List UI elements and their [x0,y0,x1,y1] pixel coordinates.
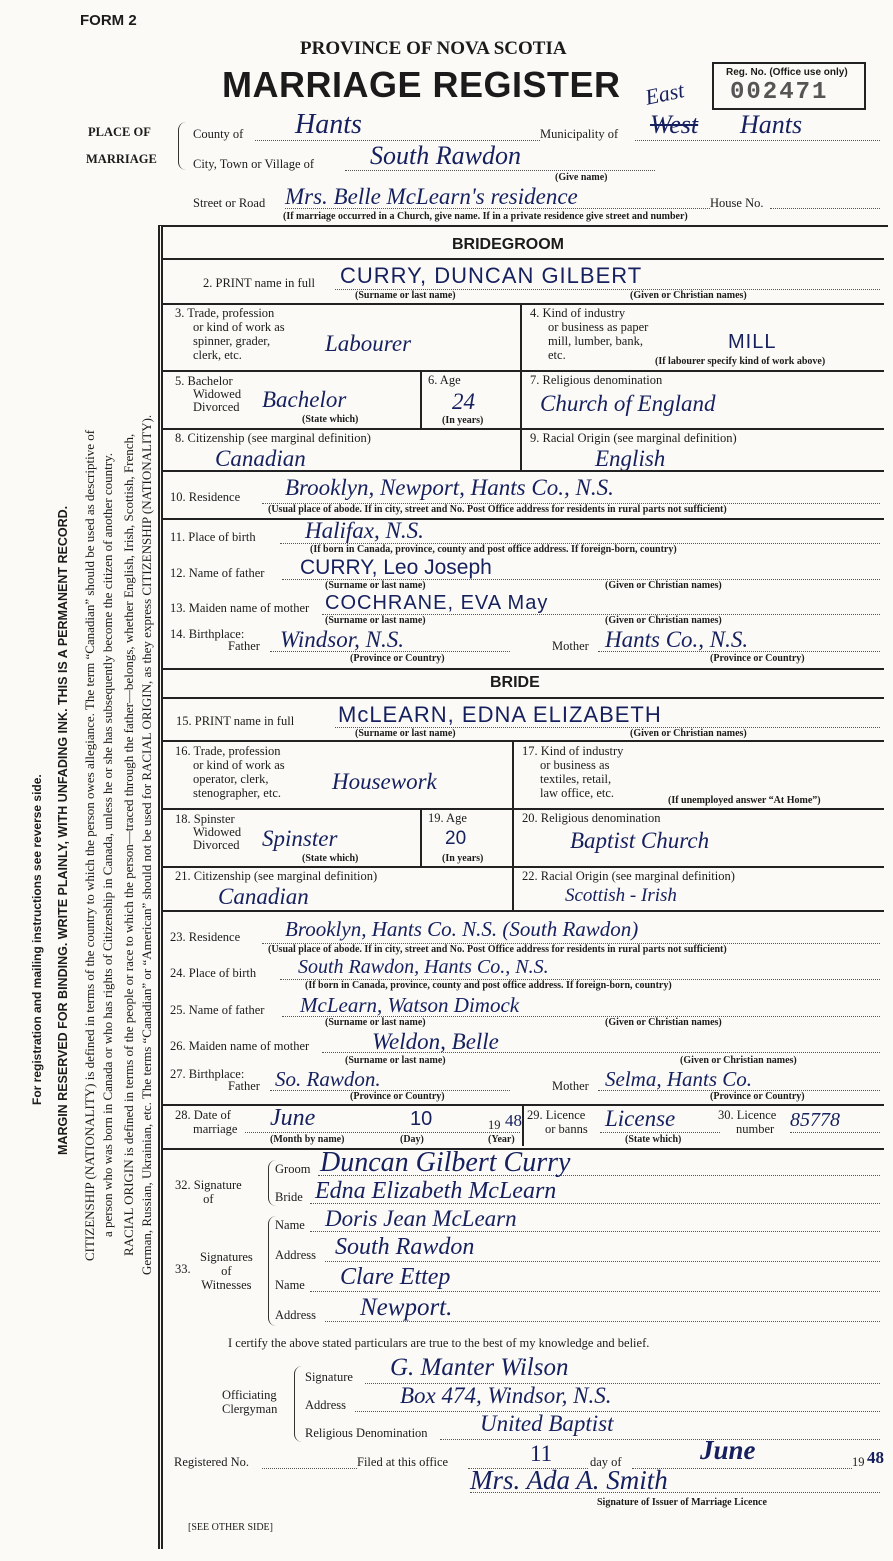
bride-mother-birthplace: Selma, Hants Co. [605,1067,752,1091]
licence-banns-value: License [605,1106,676,1131]
witness2-address: Newport. [360,1294,453,1321]
month-caption: (Month by name) [270,1134,345,1145]
bride-religion-value: Baptist Church [570,828,710,853]
witnesses-label: Signatures of Witnesses [200,1250,253,1292]
bride-father-birthplace: So. Rawdon. [275,1067,381,1091]
witness-name-label: Name [275,1218,305,1232]
marriage-date-label: 28. Date of marriage [175,1108,238,1136]
filed-year: 48 [867,1448,884,1467]
filed-day: 11 [530,1441,553,1466]
bride-religion-label: 20. Religious denomination [522,811,661,825]
groom-name-value: CURRY, DUNCAN GILBERT [340,263,643,288]
witness1-name: Doris Jean McLearn [325,1206,517,1231]
groom-religion-value: Church of England [540,391,716,416]
bride-citizenship-value: Canadian [218,884,309,909]
clergyman-label: Officiating Clergyman [222,1388,278,1416]
section-bridegroom: BRIDEGROOM [452,236,564,253]
year-prefix: 19 [852,1455,865,1469]
bride-residence-caption: (Usual place of abode. If in city, street and No. Post Office address for residents in rural parts not sufficient) [268,944,727,955]
groom-father-birthplace: Windsor, N.S. [280,627,404,652]
groom-racial-label: 9. Racial Origin (see marginal definition) [530,431,737,445]
groom-industry-label: 4. Kind of industry or business as paper mill, lumber, bank, etc. [530,306,649,362]
municipality-label: Municipality of [540,127,619,141]
state-caption: (State which) [302,414,359,425]
place-label-1: PLACE OF [88,125,151,139]
bride-industry-label: 17. Kind of industry or business as textiles, retail, law office, etc. [522,744,624,800]
street-value: Mrs. Belle McLearn's residence [285,184,578,209]
state-caption: (State which) [625,1134,682,1145]
clergy-signature-label: Signature [305,1370,353,1384]
witness-number: 33. [175,1262,191,1276]
birthplace-caption: (If born in Canada, province, county and post office address. If foreign-born, country) [305,980,672,991]
groom-label: Groom [275,1162,311,1176]
marriage-month: June [270,1105,316,1131]
given-caption: (Given or Christian names) [605,1017,722,1028]
brace [294,1366,302,1442]
age-caption: (In years) [442,853,484,864]
day-of-label: day of [590,1455,622,1469]
margin-racial-def-2: German, Russian, Ukrainian, etc. The terms “Canadian” or “American” should not be used for RACIAL ORIGIN, as they express CITIZENSHIP (NATIONALITY). [139,414,154,1276]
age-caption: (In years) [442,415,484,426]
brace [178,122,186,170]
state-caption: (State which) [302,853,359,864]
bride-father-value: McLearn, Watson Dimock [300,993,520,1017]
clergy-signature: G. Manter Wilson [390,1354,569,1381]
reg-no-box [712,62,866,110]
groom-parents-birthplace-label: 14. Birthplace: [170,627,245,641]
groom-racial-value: English [595,446,666,471]
surname-caption: (Surname or last name) [325,580,426,591]
registered-no-label: Registered No. [174,1455,249,1469]
bride-residence-label: 23. Residence [170,930,241,944]
groom-industry-value: MILL [728,331,777,353]
bride-signature: Edna Elizabeth McLearn [315,1178,557,1204]
bride-mother-label: 26. Maiden name of mother [170,1039,310,1053]
denomination-label: Religious Denomination [305,1426,428,1440]
groom-trade-label: 3. Trade, profession or kind of work as spinner, grader, clerk, etc. [175,306,285,362]
licence-number-label: 30. Licence number [718,1108,777,1136]
given-caption: (Given or Christian names) [680,1055,797,1066]
reg-no-label: Reg. No. (Office use only) [726,67,848,78]
bride-trade-label: 16. Trade, profession or kind of work as operator, clerk, stenographer, etc. [175,744,285,800]
bride-age-label: 19. Age [428,811,467,825]
groom-birthplace-label: 11. Place of birth [170,530,256,544]
margin-instructions: For registration and mailing instructions see reverse side. [30,774,44,1106]
given-caption: (Given or Christian names) [630,290,747,301]
section-bride: BRIDE [490,674,540,691]
signature-label: 32. Signature of [175,1178,242,1206]
municipality-struck: West [650,110,699,139]
witness-address-label: Address [275,1248,316,1262]
clergy-address: Box 474, Windsor, N.S. [400,1383,612,1408]
given-caption: (Given or Christian names) [605,580,722,591]
groom-mother-label: 13. Maiden name of mother [170,601,310,615]
bride-label: Bride [275,1190,303,1204]
groom-age-label: 6. Age [428,373,461,387]
bride-citizenship-label: 21. Citizenship (see marginal definition) [175,869,378,883]
witness1-address: South Rawdon [335,1234,475,1260]
groom-father-value: CURRY, Leo Joseph [300,556,492,579]
bride-racial-label: 22. Racial Origin (see marginal definition) [522,869,735,883]
province-caption: (Province or Country) [710,1091,805,1102]
bride-status-label: 18. Spinster Widowed Divorced [175,812,242,852]
witness-address-label: Address [275,1308,316,1322]
filed-month: June [700,1435,756,1465]
groom-residence-value: Brooklyn, Newport, Hants Co., N.S. [285,475,614,500]
surname-caption: (Surname or last name) [355,728,456,739]
issuer-signature: Mrs. Ada A. Smith [470,1465,668,1495]
bride-age-value: 20 [445,828,467,849]
surname-caption: (Surname or last name) [325,615,426,626]
margin-racial-def-1: RACIAL ORIGIN is defined in terms of the people or race to which the person—traced through the father—belongs, whether English, Irish, Scottish, French, [121,433,136,1257]
licence-banns-label: 29. Licence or banns [527,1108,588,1136]
groom-status-label: 5. Bachelor Widowed Divorced [175,374,242,414]
street-caption: (If marriage occurred in a Church, give name. If in a private residence give street and number) [283,211,688,222]
given-caption: (Given or Christian names) [605,615,722,626]
city-label: City, Town or Village of [193,157,315,171]
groom-citizenship-label: 8. Citizenship (see marginal definition) [175,431,371,445]
street-label: Street or Road [193,196,266,210]
city-value: South Rawdon [370,141,521,170]
house-no-label: House No. [710,196,764,210]
bride-trade-value: Housework [332,769,437,794]
groom-birthplace-value: Halifax, N.S. [305,518,424,543]
marriage-day: 10 [410,1108,433,1130]
groom-residence-label: 10. Residence [170,490,241,504]
surname-caption: (Surname or last name) [355,290,456,301]
surname-caption: (Surname or last name) [345,1055,446,1066]
year-prefix: 19 [488,1118,501,1132]
mother-label: Mother [552,1079,589,1093]
province-heading: PROVINCE OF NOVA SCOTIA [300,38,567,59]
groom-industry-caption: (If labourer specify kind of work above) [655,356,826,367]
given-caption: (Given or Christian names) [630,728,747,739]
province-caption: (Province or Country) [350,1091,445,1102]
bride-father-label: 25. Name of father [170,1003,265,1017]
groom-mother-birthplace: Hants Co., N.S. [605,627,749,652]
groom-citizenship-value: Canadian [215,446,306,471]
margin-citizenship-def-2: a person who was born in Canada or who has rights of Citizenship in Canada, unless he or she has subsequently become the citizen of another country. [100,452,115,1238]
birthplace-caption: (If born in Canada, province, county and post office address. If foreign-born, country) [310,544,677,555]
groom-status-value: Bachelor [262,387,347,412]
bride-name-label: 15. PRINT name in full [176,714,295,728]
father-label: Father [228,639,260,653]
margin-binding-notice: MARGIN RESERVED FOR BINDING. WRITE PLAINLY, WITH UNFADING INK. THIS IS A PERMANENT RECORD. [56,505,70,1155]
bride-birthplace-label: 24. Place of birth [170,966,257,980]
see-other-side: [SEE OTHER SIDE] [188,1522,273,1533]
form-number: FORM 2 [80,12,137,29]
county-label: County of [193,127,244,141]
bride-industry-caption: (If unemployed answer “At Home”) [668,795,821,806]
city-caption: (Give name) [555,172,608,183]
father-label: Father [228,1079,260,1093]
bride-residence-value: Brooklyn, Hants Co. N.S. (South Rawdon) [285,917,639,941]
clergy-denomination: United Baptist [480,1411,614,1436]
province-caption: (Province or Country) [710,653,805,664]
groom-religion-label: 7. Religious denomination [530,373,663,387]
groom-mother-value: COCHRANE, EVA May [325,592,549,614]
groom-name-label: 2. PRINT name in full [203,276,315,290]
reg-no-value: 002471 [730,79,829,106]
bride-name-value: McLEARN, EDNA ELIZABETH [338,702,662,727]
county-value: Hants [295,109,362,140]
year-caption: (Year) [488,1134,515,1145]
province-caption: (Province or Country) [350,653,445,664]
municipality-correction: East [642,77,687,110]
witness-name-label: Name [275,1278,305,1292]
clergy-address-label: Address [305,1398,346,1412]
groom-trade-value: Labourer [325,331,412,356]
bride-birthplace-value: South Rawdon, Hants Co., N.S. [298,956,549,978]
certify-statement: I certify the above stated particulars are true to the best of my knowledge and belief. [228,1336,650,1350]
issuer-label: Signature of Issuer of Marriage Licence [597,1497,767,1508]
municipality-value: Hants [740,110,803,139]
groom-father-label: 12. Name of father [170,566,265,580]
marriage-year: 48 [505,1111,522,1130]
groom-residence-caption: (Usual place of abode. If in city, street and No. Post Office address for residents in rural parts not sufficient) [268,504,727,515]
margin-citizenship-def-1: CITIZENSHIP (NATIONALITY) is defined in terms of the country to which the person owes allegiance. The term “Canadian” should be used as descriptive of [82,429,97,1261]
bride-status-value: Spinster [262,826,338,851]
licence-number-value: 85778 [790,1109,840,1131]
filed-label: Filed at this office [357,1455,449,1469]
page-title: MARRIAGE REGISTER [222,64,621,105]
day-caption: (Day) [400,1134,424,1145]
place-label-2: MARRIAGE [86,152,157,166]
mother-label: Mother [552,639,589,653]
bride-parents-birthplace-label: 27. Birthplace: [170,1067,245,1081]
surname-caption: (Surname or last name) [325,1017,426,1028]
groom-age-value: 24 [452,389,475,414]
bride-racial-value: Scottish - Irish [565,885,677,906]
groom-signature: Duncan Gilbert Curry [320,1147,571,1178]
witness2-name: Clare Ettep [340,1264,451,1290]
bride-mother-value: Weldon, Belle [372,1029,499,1054]
